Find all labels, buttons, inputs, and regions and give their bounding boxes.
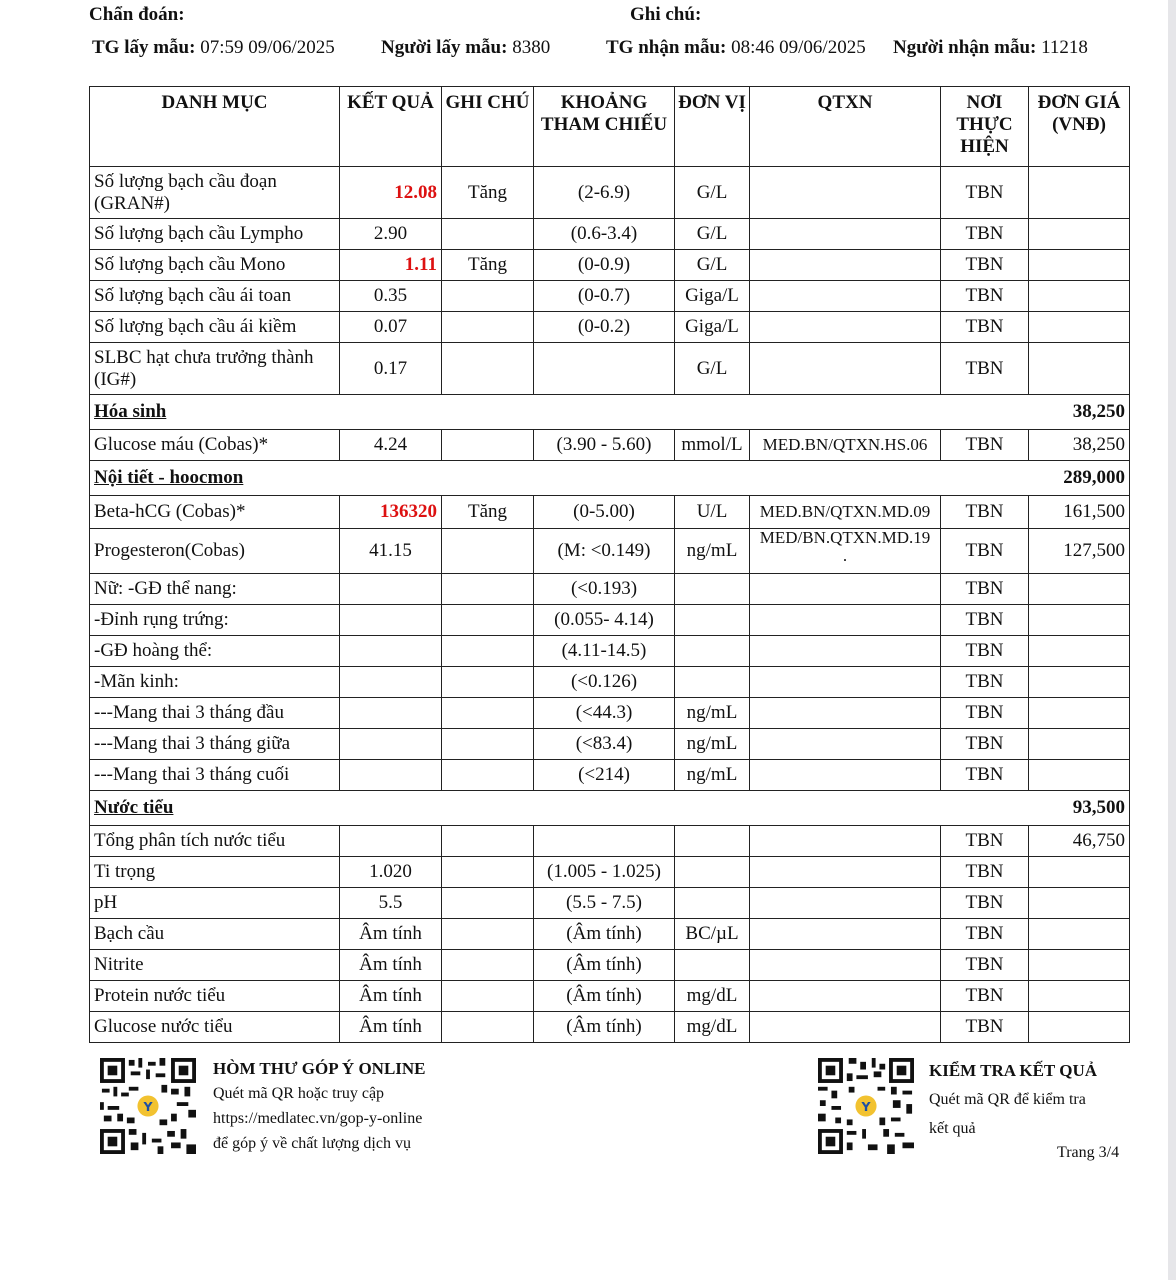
procedure-value bbox=[750, 281, 941, 312]
item-name: -GĐ hoàng thể: bbox=[90, 636, 340, 667]
place-value: TBN bbox=[941, 343, 1029, 395]
section-total: 38,250 bbox=[1029, 395, 1130, 430]
unit-value: mg/dL bbox=[675, 1012, 750, 1043]
result-value: 0.07 bbox=[340, 312, 442, 343]
sample-time bbox=[92, 37, 335, 59]
col-price-1: ĐƠN GIÁ bbox=[1037, 92, 1121, 113]
section-row-hoa-sinh bbox=[90, 395, 1130, 430]
item-name-line1: SLBC hạt chưa trưởng thành bbox=[94, 346, 314, 368]
unit-value: U/L bbox=[675, 496, 750, 529]
unit-value bbox=[675, 826, 750, 857]
receiver-label: Người nhận mẫu: bbox=[893, 37, 1037, 58]
table-row bbox=[90, 167, 1130, 219]
col-result: KẾT QUẢ bbox=[340, 87, 442, 167]
section-total: 289,000 bbox=[1029, 461, 1130, 496]
unit-value: Giga/L bbox=[675, 281, 750, 312]
table-header-row bbox=[90, 87, 1130, 167]
item-name: Số lượng bạch cầu ái toan bbox=[90, 281, 340, 312]
item-name bbox=[90, 343, 340, 395]
result-value: Âm tính bbox=[340, 950, 442, 981]
table-row bbox=[90, 919, 1130, 950]
item-name: Glucose máu (Cobas)* bbox=[90, 430, 340, 461]
item-name: Ti trọng bbox=[90, 857, 340, 888]
price-value bbox=[1029, 1012, 1130, 1043]
result-value: 2.90 bbox=[340, 219, 442, 250]
unit-value: mmol/L bbox=[675, 430, 750, 461]
range-value: (<0.193) bbox=[534, 574, 675, 605]
check-block bbox=[929, 1056, 1097, 1143]
feedback-title: HÒM THƯ GÓP Ý ONLINE bbox=[213, 1059, 426, 1078]
place-value: TBN bbox=[941, 529, 1029, 574]
place-value: TBN bbox=[941, 219, 1029, 250]
feedback-qr-icon[interactable] bbox=[100, 1058, 196, 1154]
svg-text:Y: Y bbox=[861, 1098, 871, 1114]
price-value bbox=[1029, 919, 1130, 950]
section-row-nuoc-tieu bbox=[90, 791, 1130, 826]
table-row bbox=[90, 430, 1130, 461]
item-name: Nữ: -GĐ thể nang: bbox=[90, 574, 340, 605]
price-value bbox=[1029, 857, 1130, 888]
item-name: Progesteron(Cobas) bbox=[90, 529, 340, 574]
price-value bbox=[1029, 281, 1130, 312]
unit-value: BC/µL bbox=[675, 919, 750, 950]
table-row bbox=[90, 312, 1130, 343]
note-value: Tăng bbox=[442, 167, 534, 219]
result-value: 5.5 bbox=[340, 888, 442, 919]
item-name: Số lượng bạch cầu Mono bbox=[90, 250, 340, 281]
range-value: (<83.4) bbox=[534, 729, 675, 760]
unit-value bbox=[675, 888, 750, 919]
price-value: 38,250 bbox=[1029, 430, 1130, 461]
table-row bbox=[90, 496, 1130, 529]
col-unit: ĐƠN VỊ bbox=[675, 87, 750, 167]
feedback-line1: Quét mã QR hoặc truy cập bbox=[213, 1085, 385, 1102]
place-value: TBN bbox=[941, 981, 1029, 1012]
result-value: 1.11 bbox=[340, 250, 442, 281]
table-row bbox=[90, 1012, 1130, 1043]
unit-value: G/L bbox=[675, 167, 750, 219]
item-name: pH bbox=[90, 888, 340, 919]
note-value bbox=[442, 312, 534, 343]
procedure-value bbox=[750, 312, 941, 343]
place-value: TBN bbox=[941, 826, 1029, 857]
unit-value: ng/mL bbox=[675, 760, 750, 791]
note-value bbox=[442, 343, 534, 395]
item-name: Nitrite bbox=[90, 950, 340, 981]
col-note: GHI CHÚ bbox=[442, 87, 534, 167]
result-value bbox=[340, 826, 442, 857]
range-value: (0-5.00) bbox=[534, 496, 675, 529]
range-value: (Âm tính) bbox=[534, 919, 675, 950]
procedure-value bbox=[750, 529, 941, 574]
note-value bbox=[442, 219, 534, 250]
place-value: TBN bbox=[941, 430, 1029, 461]
note-value: Tăng bbox=[442, 496, 534, 529]
place-value: TBN bbox=[941, 636, 1029, 667]
check-title: KIỂM TRA KẾT QUẢ bbox=[929, 1061, 1097, 1080]
range-value: (<214) bbox=[534, 760, 675, 791]
feedback-line3: để góp ý về chất lượng dịch vụ bbox=[213, 1135, 411, 1152]
unit-value: Giga/L bbox=[675, 312, 750, 343]
item-name bbox=[90, 167, 340, 219]
procedure-value bbox=[750, 219, 941, 250]
table-row bbox=[90, 605, 1130, 636]
range-value: (Âm tính) bbox=[534, 1012, 675, 1043]
range-value: (4.11-14.5) bbox=[534, 636, 675, 667]
unit-value bbox=[675, 636, 750, 667]
procedure-value bbox=[750, 167, 941, 219]
procedure-text: MED/BN.QTXN.MD.19 bbox=[759, 528, 931, 547]
price-value: 127,500 bbox=[1029, 529, 1130, 574]
place-value: TBN bbox=[941, 167, 1029, 219]
price-value bbox=[1029, 250, 1130, 281]
price-value bbox=[1029, 167, 1130, 219]
price-value bbox=[1029, 950, 1130, 981]
place-value: TBN bbox=[941, 919, 1029, 950]
col-procedure: QTXN bbox=[750, 87, 941, 167]
result-value: 1.020 bbox=[340, 857, 442, 888]
note-value bbox=[442, 529, 534, 574]
table-row bbox=[90, 281, 1130, 312]
price-value bbox=[1029, 219, 1130, 250]
range-value: (M: <0.149) bbox=[534, 529, 675, 574]
table-row bbox=[90, 981, 1130, 1012]
sampler bbox=[381, 37, 550, 59]
result-value: 0.17 bbox=[340, 343, 442, 395]
place-value: TBN bbox=[941, 496, 1029, 529]
receive-time-label: TG nhận mẫu: bbox=[606, 37, 727, 58]
col-place bbox=[941, 87, 1029, 167]
receiver bbox=[893, 37, 1088, 59]
col-range-2: THAM CHIẾU bbox=[540, 114, 668, 135]
range-value: (1.005 - 1.025) bbox=[534, 857, 675, 888]
table-row bbox=[90, 826, 1130, 857]
range-value: (0-0.2) bbox=[534, 312, 675, 343]
range-value: (0-0.7) bbox=[534, 281, 675, 312]
feedback-block bbox=[213, 1056, 426, 1156]
col-place-3: HIỆN bbox=[960, 136, 1009, 157]
item-name: Số lượng bạch cầu ái kiềm bbox=[90, 312, 340, 343]
item-name: -Đỉnh rụng trứng: bbox=[90, 605, 340, 636]
table-row bbox=[90, 219, 1130, 250]
note-value: Tăng bbox=[442, 250, 534, 281]
place-value: TBN bbox=[941, 1012, 1029, 1043]
sample-time-label: TG lấy mẫu: bbox=[92, 37, 196, 58]
col-place-1: NƠI bbox=[966, 92, 1003, 113]
price-value: 46,750 bbox=[1029, 826, 1130, 857]
item-name: ---Mang thai 3 tháng đầu bbox=[90, 698, 340, 729]
range-value bbox=[534, 826, 675, 857]
range-value: (<0.126) bbox=[534, 667, 675, 698]
price-value: 161,500 bbox=[1029, 496, 1130, 529]
col-price bbox=[1029, 87, 1130, 167]
col-price-2: (VNĐ) bbox=[1052, 114, 1106, 135]
range-value: (0.055- 4.14) bbox=[534, 605, 675, 636]
unit-value: ng/mL bbox=[675, 529, 750, 574]
table-row bbox=[90, 729, 1130, 760]
place-value: TBN bbox=[941, 698, 1029, 729]
item-name: Bạch cầu bbox=[90, 919, 340, 950]
diagnosis-label: Chẩn đoán: bbox=[89, 4, 185, 25]
unit-value: ng/mL bbox=[675, 729, 750, 760]
col-range-1: KHOẢNG bbox=[560, 92, 648, 113]
unit-value: mg/dL bbox=[675, 981, 750, 1012]
range-value bbox=[534, 343, 675, 395]
price-value bbox=[1029, 343, 1130, 395]
svg-text:Y: Y bbox=[143, 1098, 153, 1114]
table-row bbox=[90, 667, 1130, 698]
result-value: 41.15 bbox=[340, 529, 442, 574]
feedback-url[interactable]: https://medlatec.vn/gop-y-online bbox=[213, 1110, 423, 1127]
result-value: Âm tính bbox=[340, 919, 442, 950]
result-value: 136320 bbox=[340, 496, 442, 529]
range-value: (0-0.9) bbox=[534, 250, 675, 281]
table-row bbox=[90, 343, 1130, 395]
range-value: (5.5 - 7.5) bbox=[534, 888, 675, 919]
result-value: Âm tính bbox=[340, 981, 442, 1012]
place-value: TBN bbox=[941, 281, 1029, 312]
procedure-value: MED.BN/QTXN.HS.06 bbox=[750, 430, 941, 461]
table-row bbox=[90, 857, 1130, 888]
receive-time bbox=[606, 37, 866, 59]
procedure-value: MED.BN/QTXN.MD.09 bbox=[750, 496, 941, 529]
table-row bbox=[90, 760, 1130, 791]
price-value bbox=[1029, 888, 1130, 919]
unit-value bbox=[675, 667, 750, 698]
col-range bbox=[534, 87, 675, 167]
item-name: Protein nước tiểu bbox=[90, 981, 340, 1012]
check-line1: Quét mã QR để kiểm tra bbox=[929, 1091, 1086, 1108]
range-value: (<44.3) bbox=[534, 698, 675, 729]
result-check-qr-icon[interactable] bbox=[818, 1058, 914, 1154]
table-row bbox=[90, 950, 1130, 981]
unit-value bbox=[675, 950, 750, 981]
table-row bbox=[90, 250, 1130, 281]
note-value bbox=[442, 430, 534, 461]
item-name-line1: Số lượng bạch cầu đoạn bbox=[94, 170, 277, 192]
result-value: 0.35 bbox=[340, 281, 442, 312]
table-row bbox=[90, 636, 1130, 667]
place-value: TBN bbox=[941, 250, 1029, 281]
range-value: (Âm tính) bbox=[534, 981, 675, 1012]
sample-time-value: 07:59 09/06/2025 bbox=[200, 37, 335, 58]
price-value bbox=[1029, 981, 1130, 1012]
receiver-value: 11218 bbox=[1041, 37, 1088, 58]
procedure-dot: . bbox=[842, 546, 848, 565]
unit-value bbox=[675, 574, 750, 605]
item-name-line2: (GRAN#) bbox=[94, 192, 170, 214]
place-value: TBN bbox=[941, 574, 1029, 605]
place-value: TBN bbox=[941, 857, 1029, 888]
section-title: Nội tiết - hoocmon bbox=[90, 461, 1029, 496]
item-name: ---Mang thai 3 tháng giữa bbox=[90, 729, 340, 760]
range-value: (2-6.9) bbox=[534, 167, 675, 219]
section-total: 93,500 bbox=[1029, 791, 1130, 826]
place-value: TBN bbox=[941, 950, 1029, 981]
price-value bbox=[1029, 312, 1130, 343]
unit-value bbox=[675, 605, 750, 636]
sampler-label: Người lấy mẫu: bbox=[381, 37, 508, 58]
page-number: Trang 3/4 bbox=[1057, 1144, 1120, 1161]
place-value: TBN bbox=[941, 667, 1029, 698]
place-value: TBN bbox=[941, 312, 1029, 343]
unit-value: ng/mL bbox=[675, 698, 750, 729]
col-item: DANH MỤC bbox=[90, 87, 340, 167]
item-name: -Mãn kinh: bbox=[90, 667, 340, 698]
check-line2: kết quả bbox=[929, 1120, 976, 1137]
procedure-value bbox=[750, 250, 941, 281]
unit-value: G/L bbox=[675, 250, 750, 281]
item-name: Số lượng bạch cầu Lympho bbox=[90, 219, 340, 250]
receive-time-value: 08:46 09/06/2025 bbox=[731, 37, 866, 58]
section-title: Nước tiểu bbox=[90, 791, 1029, 826]
place-value: TBN bbox=[941, 605, 1029, 636]
place-value: TBN bbox=[941, 888, 1029, 919]
result-value: Âm tính bbox=[340, 1012, 442, 1043]
place-value: TBN bbox=[941, 729, 1029, 760]
item-name: Beta-hCG (Cobas)* bbox=[90, 496, 340, 529]
procedure-value bbox=[750, 343, 941, 395]
table-row bbox=[90, 529, 1130, 574]
range-value: (0.6-3.4) bbox=[534, 219, 675, 250]
page-edge bbox=[1168, 0, 1176, 1280]
item-name-line2: (IG#) bbox=[94, 368, 137, 390]
unit-value bbox=[675, 857, 750, 888]
table-row bbox=[90, 698, 1130, 729]
item-name: ---Mang thai 3 tháng cuối bbox=[90, 760, 340, 791]
table-row bbox=[90, 574, 1130, 605]
range-value: (3.90 - 5.60) bbox=[534, 430, 675, 461]
item-name: Tổng phân tích nước tiểu bbox=[90, 826, 340, 857]
col-place-2: THỰC bbox=[956, 114, 1013, 135]
table-row bbox=[90, 888, 1130, 919]
result-value: 4.24 bbox=[340, 430, 442, 461]
results-table bbox=[89, 86, 1130, 1043]
unit-value: G/L bbox=[675, 219, 750, 250]
sampler-value: 8380 bbox=[512, 37, 551, 58]
note-label: Ghi chú: bbox=[630, 4, 702, 25]
note-value bbox=[442, 281, 534, 312]
range-value: (Âm tính) bbox=[534, 950, 675, 981]
unit-value: G/L bbox=[675, 343, 750, 395]
place-value: TBN bbox=[941, 760, 1029, 791]
section-title: Hóa sinh bbox=[90, 395, 1029, 430]
result-value: 12.08 bbox=[340, 167, 442, 219]
item-name: Glucose nước tiểu bbox=[90, 1012, 340, 1043]
section-row-noi-tiet bbox=[90, 461, 1130, 496]
